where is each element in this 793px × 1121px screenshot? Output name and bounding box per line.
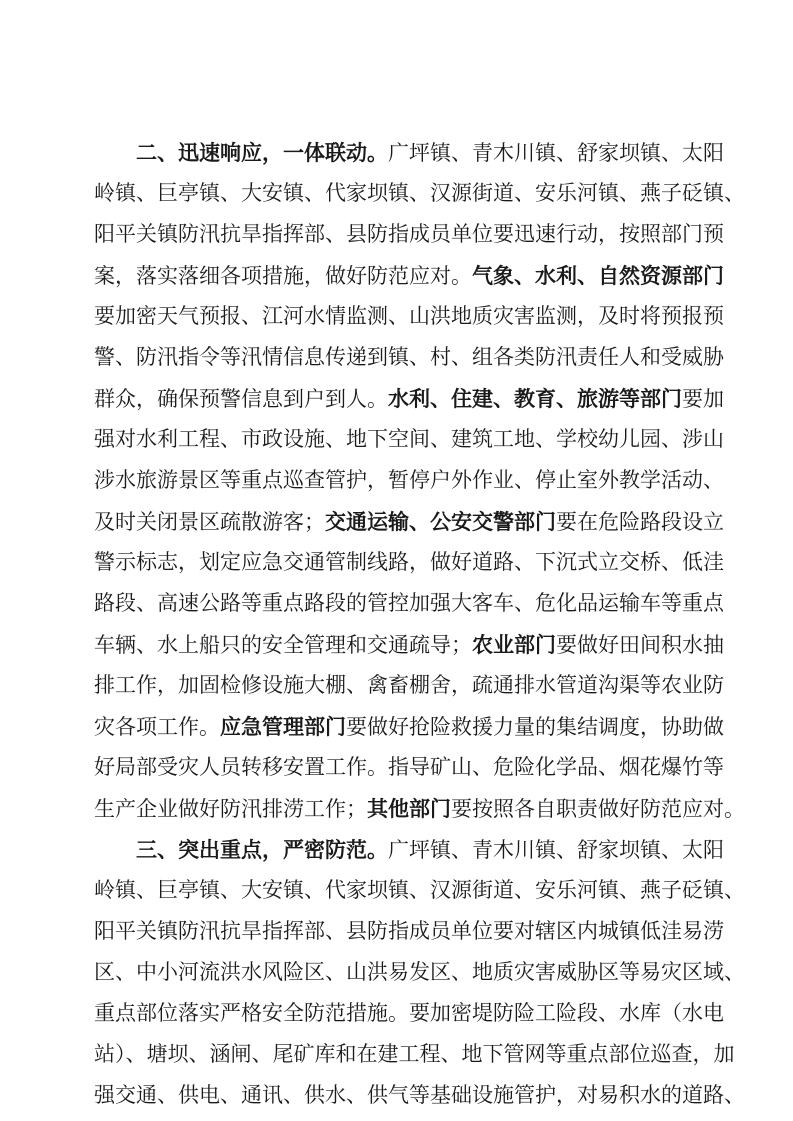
bold-heading-text: 应急管理部门 [220,714,346,739]
text-line [94,583,724,624]
bold-heading-text: 农业部门 [472,632,556,657]
body-text: 广坪镇、青木川镇、舒家坝镇、太阳 [388,838,724,862]
body-text: 要做好田间积水抽 [556,633,724,657]
text-line [94,665,724,706]
bold-heading-text: 气象、水利、自然资源部门 [472,263,724,288]
body-text: 案，落实落细各项措施，做好防范应对。 [94,264,472,288]
body-text: 站）、塘坝、涵闸、尾矿库和在建工程、地下管网等重点部位巡查，加 [94,1042,735,1066]
bold-heading-text: 二、迅速响应，一体联动。 [136,140,388,165]
body-text: 灾各项工作。 [94,715,220,739]
body-text: 要加 [682,387,724,411]
body-text: 要加密天气预报、江河水情监测、山洪地质灾害监测，及时将预报预 [94,304,724,328]
body-text: 岭镇、巨亭镇、大安镇、代家坝镇、汉源街道、安乐河镇、燕子砭镇、 [94,181,745,205]
body-text: 强对水利工程、市政设施、地下空间、建筑工地、学校幼儿园、涉山 [94,427,724,451]
body-text: 车辆、水上船只的安全管理和交通疏导； [94,633,472,657]
text-line [94,993,724,1034]
text-line [94,747,724,788]
text-line [94,1034,735,1075]
text-line [94,173,745,214]
body-text: 岭镇、巨亭镇、大安镇、代家坝镇、汉源街道、安乐河镇、燕子砭镇、 [94,878,745,902]
body-text: 路段、高速公路等重点路段的管控加强大客车、危化品运输车等重点 [94,591,724,615]
text-line [94,829,724,870]
body-text: 重点部位落实严格安全防范措施。要加密堤防险工险段、水库（水电 [94,1001,724,1025]
text-line [94,255,724,296]
text-line [94,460,724,501]
body-text: 警、防汛指令等汛情信息传递到镇、村、组各类防汛责任人和受威胁 [94,345,724,369]
text-line [94,542,724,583]
document-body [94,132,745,1116]
text-line [94,706,724,747]
body-text: 警示标志，划定应急交通管制线路，做好道路、下沉式立交桥、低洼 [94,550,724,574]
bold-heading-text: 三、突出重点，严密防范。 [136,837,388,862]
body-text: 群众，确保预警信息到户到人。 [94,387,388,411]
body-text: 广坪镇、青木川镇、舒家坝镇、太阳 [388,141,724,165]
text-line [94,296,724,337]
body-text: 涉水旅游景区等重点巡查管护，暂停户外作业、停止室外教学活动、 [94,468,724,492]
body-text: 阳平关镇防汛抗旱指挥部、县防指成员单位要对辖区内城镇低洼易涝 [94,919,724,943]
text-line [94,624,724,665]
body-text: 及时关闭景区疏散游客； [94,510,325,534]
text-line [94,952,745,993]
text-line [94,1075,745,1116]
bold-heading-text: 其他部门 [367,796,451,821]
text-line [94,419,724,460]
body-text: 生产企业做好防汛排涝工作； [94,797,367,821]
text-line [94,378,724,419]
text-line [94,337,724,378]
text-line [94,870,745,911]
text-line [94,132,724,173]
body-text: 强交通、供电、通讯、供水、供气等基础设施管护，对易积水的道路、 [94,1083,745,1107]
text-line [94,214,724,255]
bold-heading-text: 水利、住建、教育、旅游等部门 [388,386,682,411]
text-line [94,501,724,542]
body-text: 好局部受灾人员转移安置工作。指导矿山、危险化学品、烟花爆竹等 [94,755,724,779]
text-line [94,911,724,952]
body-text: 要按照各自职责做好防范应对。 [451,797,745,821]
body-text: 阳平关镇防汛抗旱指挥部、县防指成员单位要迅速行动，按照部门预 [94,222,724,246]
body-text: 要做好抢险救援力量的集结调度，协助做 [346,715,724,739]
body-text: 要在危险路段设立 [556,510,724,534]
bold-heading-text: 交通运输、公安交警部门 [325,509,556,534]
body-text: 排工作，加固检修设施大棚、禽畜棚舍，疏通排水管道沟渠等农业防 [94,673,724,697]
text-line [94,788,745,829]
body-text: 区、中小河流洪水风险区、山洪易发区、地质灾害威胁区等易灾区域、 [94,960,745,984]
